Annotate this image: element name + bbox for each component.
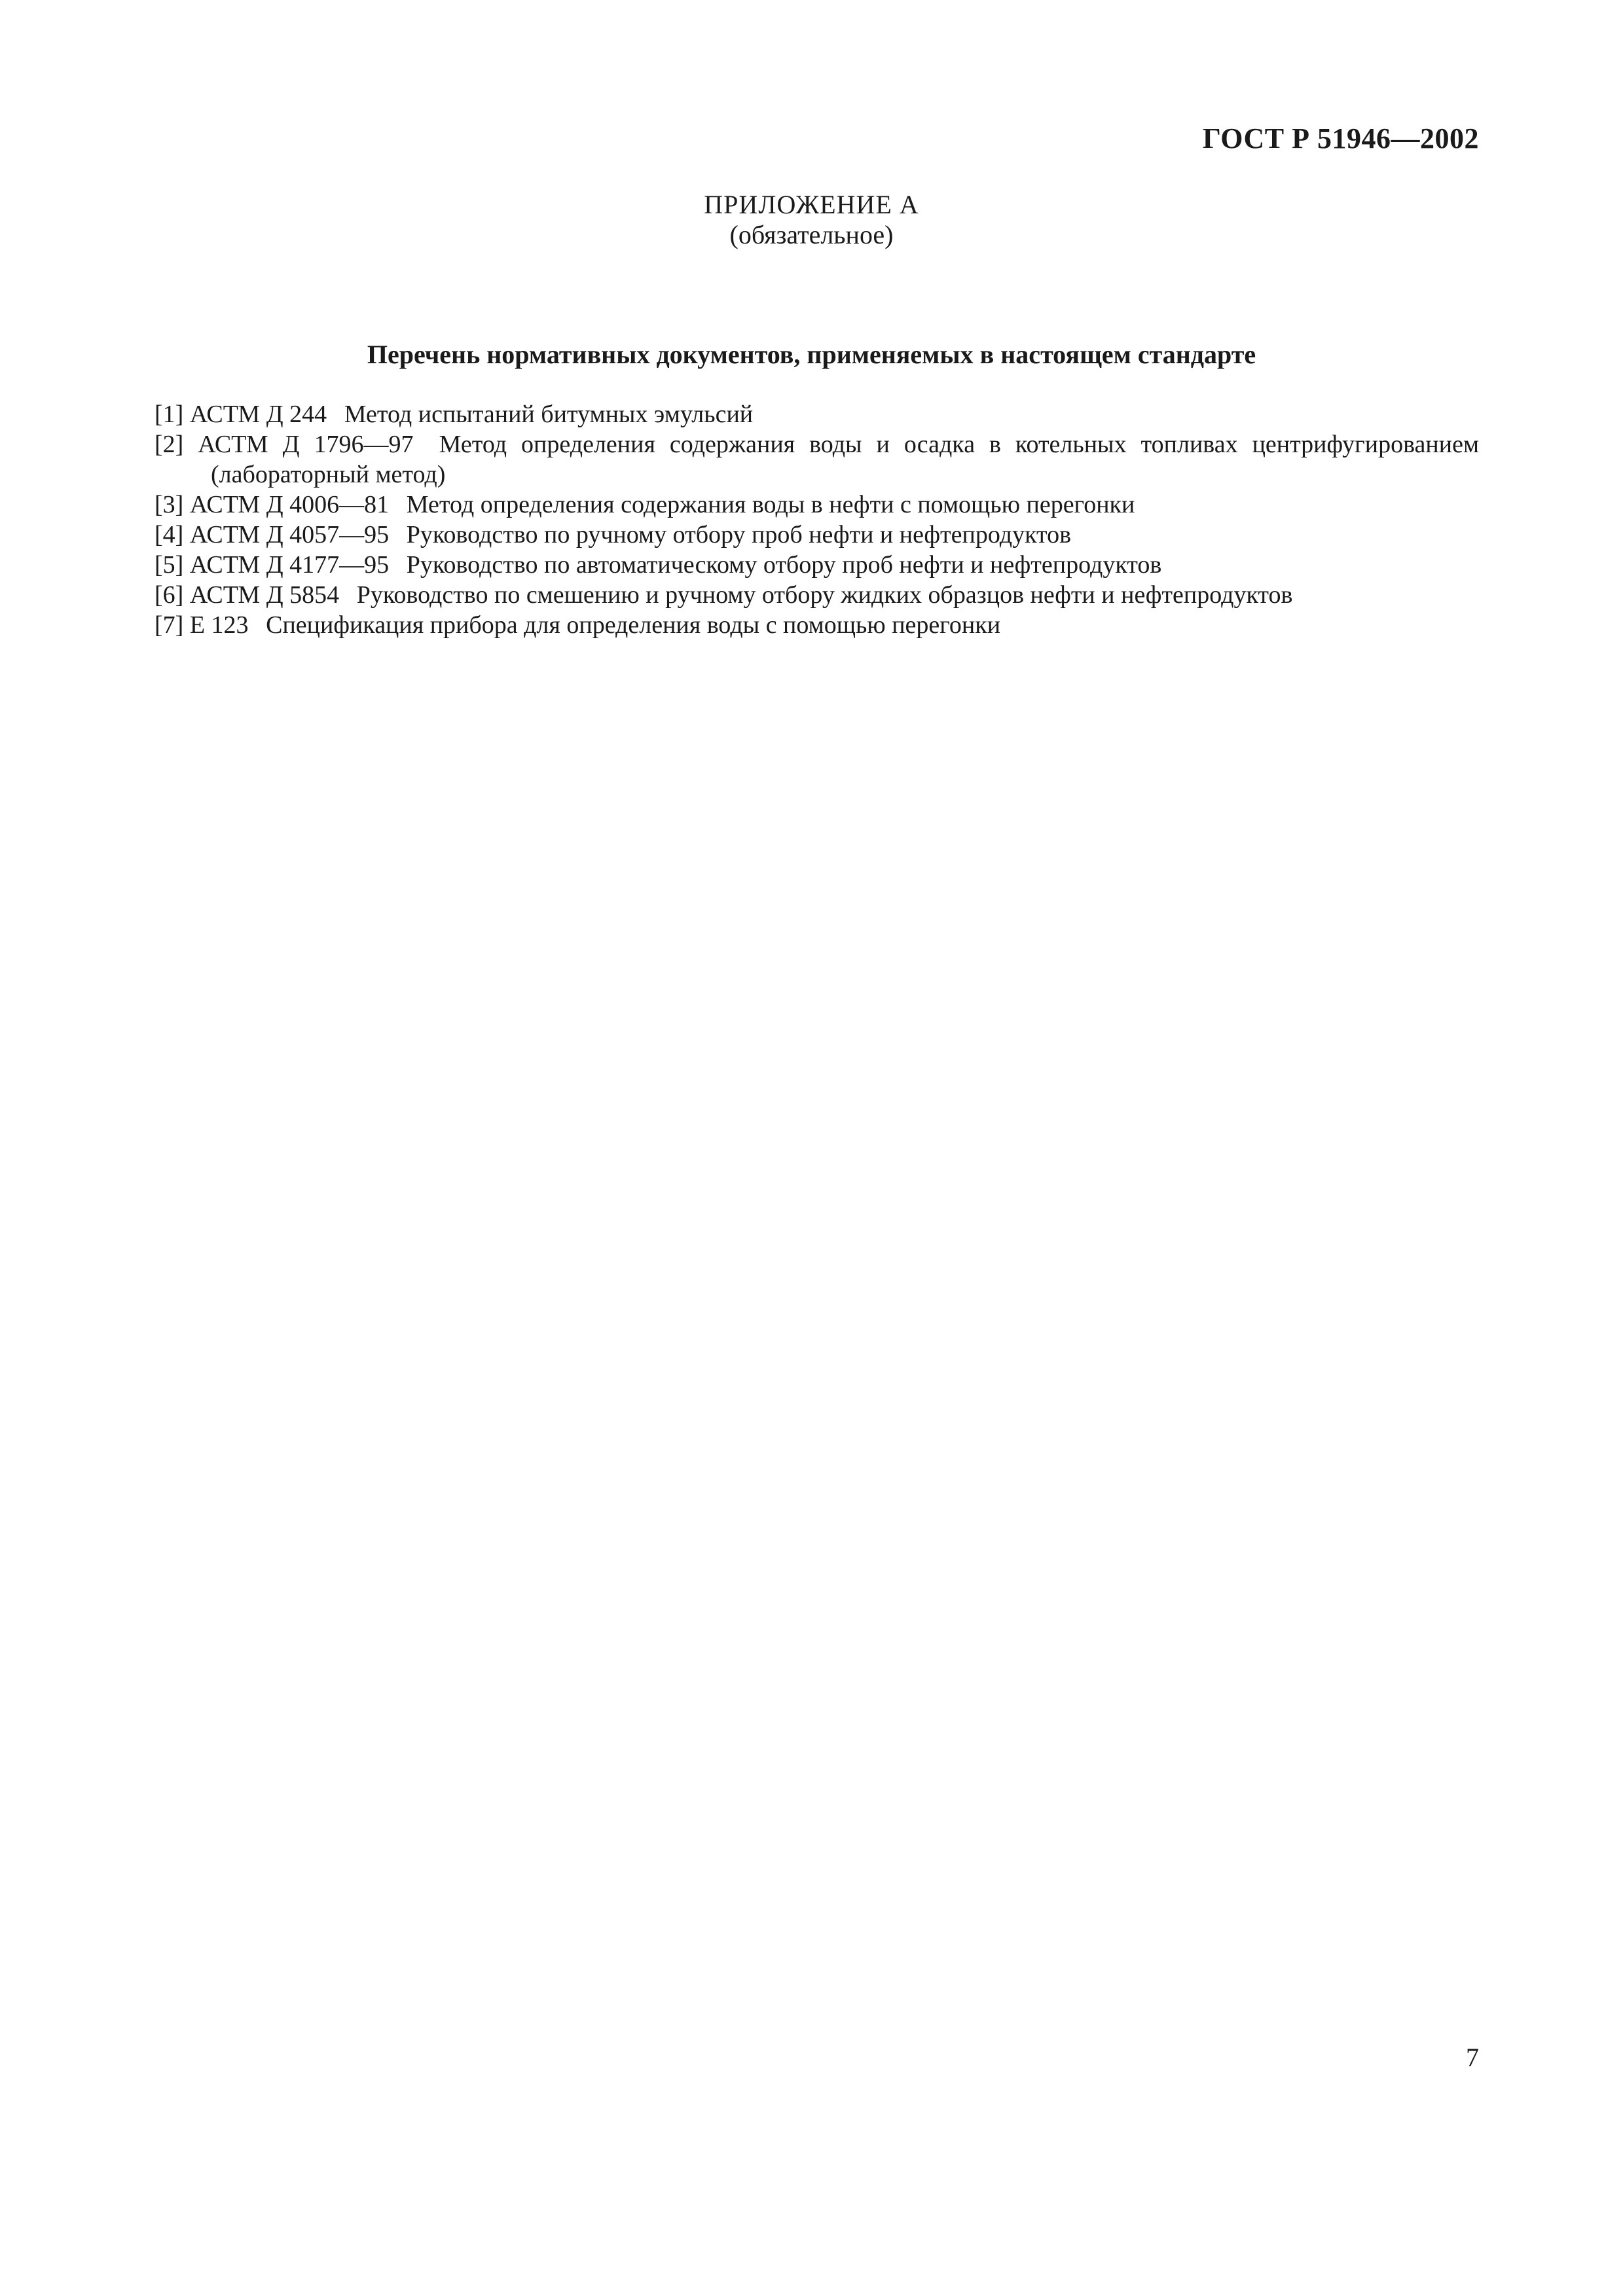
reference-code: АСТМ Д 4006—81 xyxy=(189,491,390,518)
reference-item xyxy=(155,550,1479,580)
reference-item xyxy=(155,429,1479,490)
document-code: ГОСТ Р 51946—2002 xyxy=(1202,122,1479,154)
section-title: Перечень нормативных документов, применяемых в настоящем стандарте xyxy=(367,340,1256,369)
reference-item xyxy=(155,610,1479,640)
reference-code: АСТМ Д 244 xyxy=(189,401,327,428)
reference-number: [3] xyxy=(155,491,184,518)
appendix-heading xyxy=(0,190,1623,250)
reference-title: Руководство по автоматическому отбору проб нефти и нефтепродуктов xyxy=(406,551,1162,579)
reference-item xyxy=(155,580,1479,610)
appendix-title: ПРИЛОЖЕНИЕ А xyxy=(704,190,919,219)
reference-number: [4] xyxy=(155,521,184,548)
reference-number: [2] xyxy=(155,431,184,458)
reference-number: [5] xyxy=(155,551,184,579)
reference-title: Метод испытаний битумных эмульсий xyxy=(344,401,754,428)
reference-title: Метод определения содержания воды и осадка в котельных топливах центрифугированием (лабораторный метод) xyxy=(211,431,1479,488)
reference-title: Метод определения содержания воды в нефти с помощью перегонки xyxy=(406,491,1135,518)
reference-code: АСТМ Д 4177—95 xyxy=(189,551,390,579)
reference-code: АСТМ Д 5854 xyxy=(189,581,340,609)
reference-item xyxy=(155,490,1479,520)
reference-code: АСТМ Д 4057—95 xyxy=(189,521,390,548)
reference-number: [7] xyxy=(155,611,184,639)
reference-list xyxy=(155,399,1479,640)
appendix-subtitle: (обязательное) xyxy=(729,220,894,249)
page-number: 7 xyxy=(1466,2043,1479,2072)
reference-number: [6] xyxy=(155,581,184,609)
reference-code: Е 123 xyxy=(189,611,249,639)
reference-item xyxy=(155,399,1479,429)
reference-title: Спецификация прибора для определения воды с помощью перегонки xyxy=(266,611,1001,639)
reference-title: Руководство по смешению и ручному отбору жидких образцов нефти и нефтепродуктов xyxy=(356,581,1293,609)
reference-code: АСТМ Д 1796—97 xyxy=(198,431,414,458)
reference-number: [1] xyxy=(155,401,184,428)
reference-item xyxy=(155,520,1479,550)
reference-title: Руководство по ручному отбору проб нефти и нефтепродуктов xyxy=(406,521,1072,548)
